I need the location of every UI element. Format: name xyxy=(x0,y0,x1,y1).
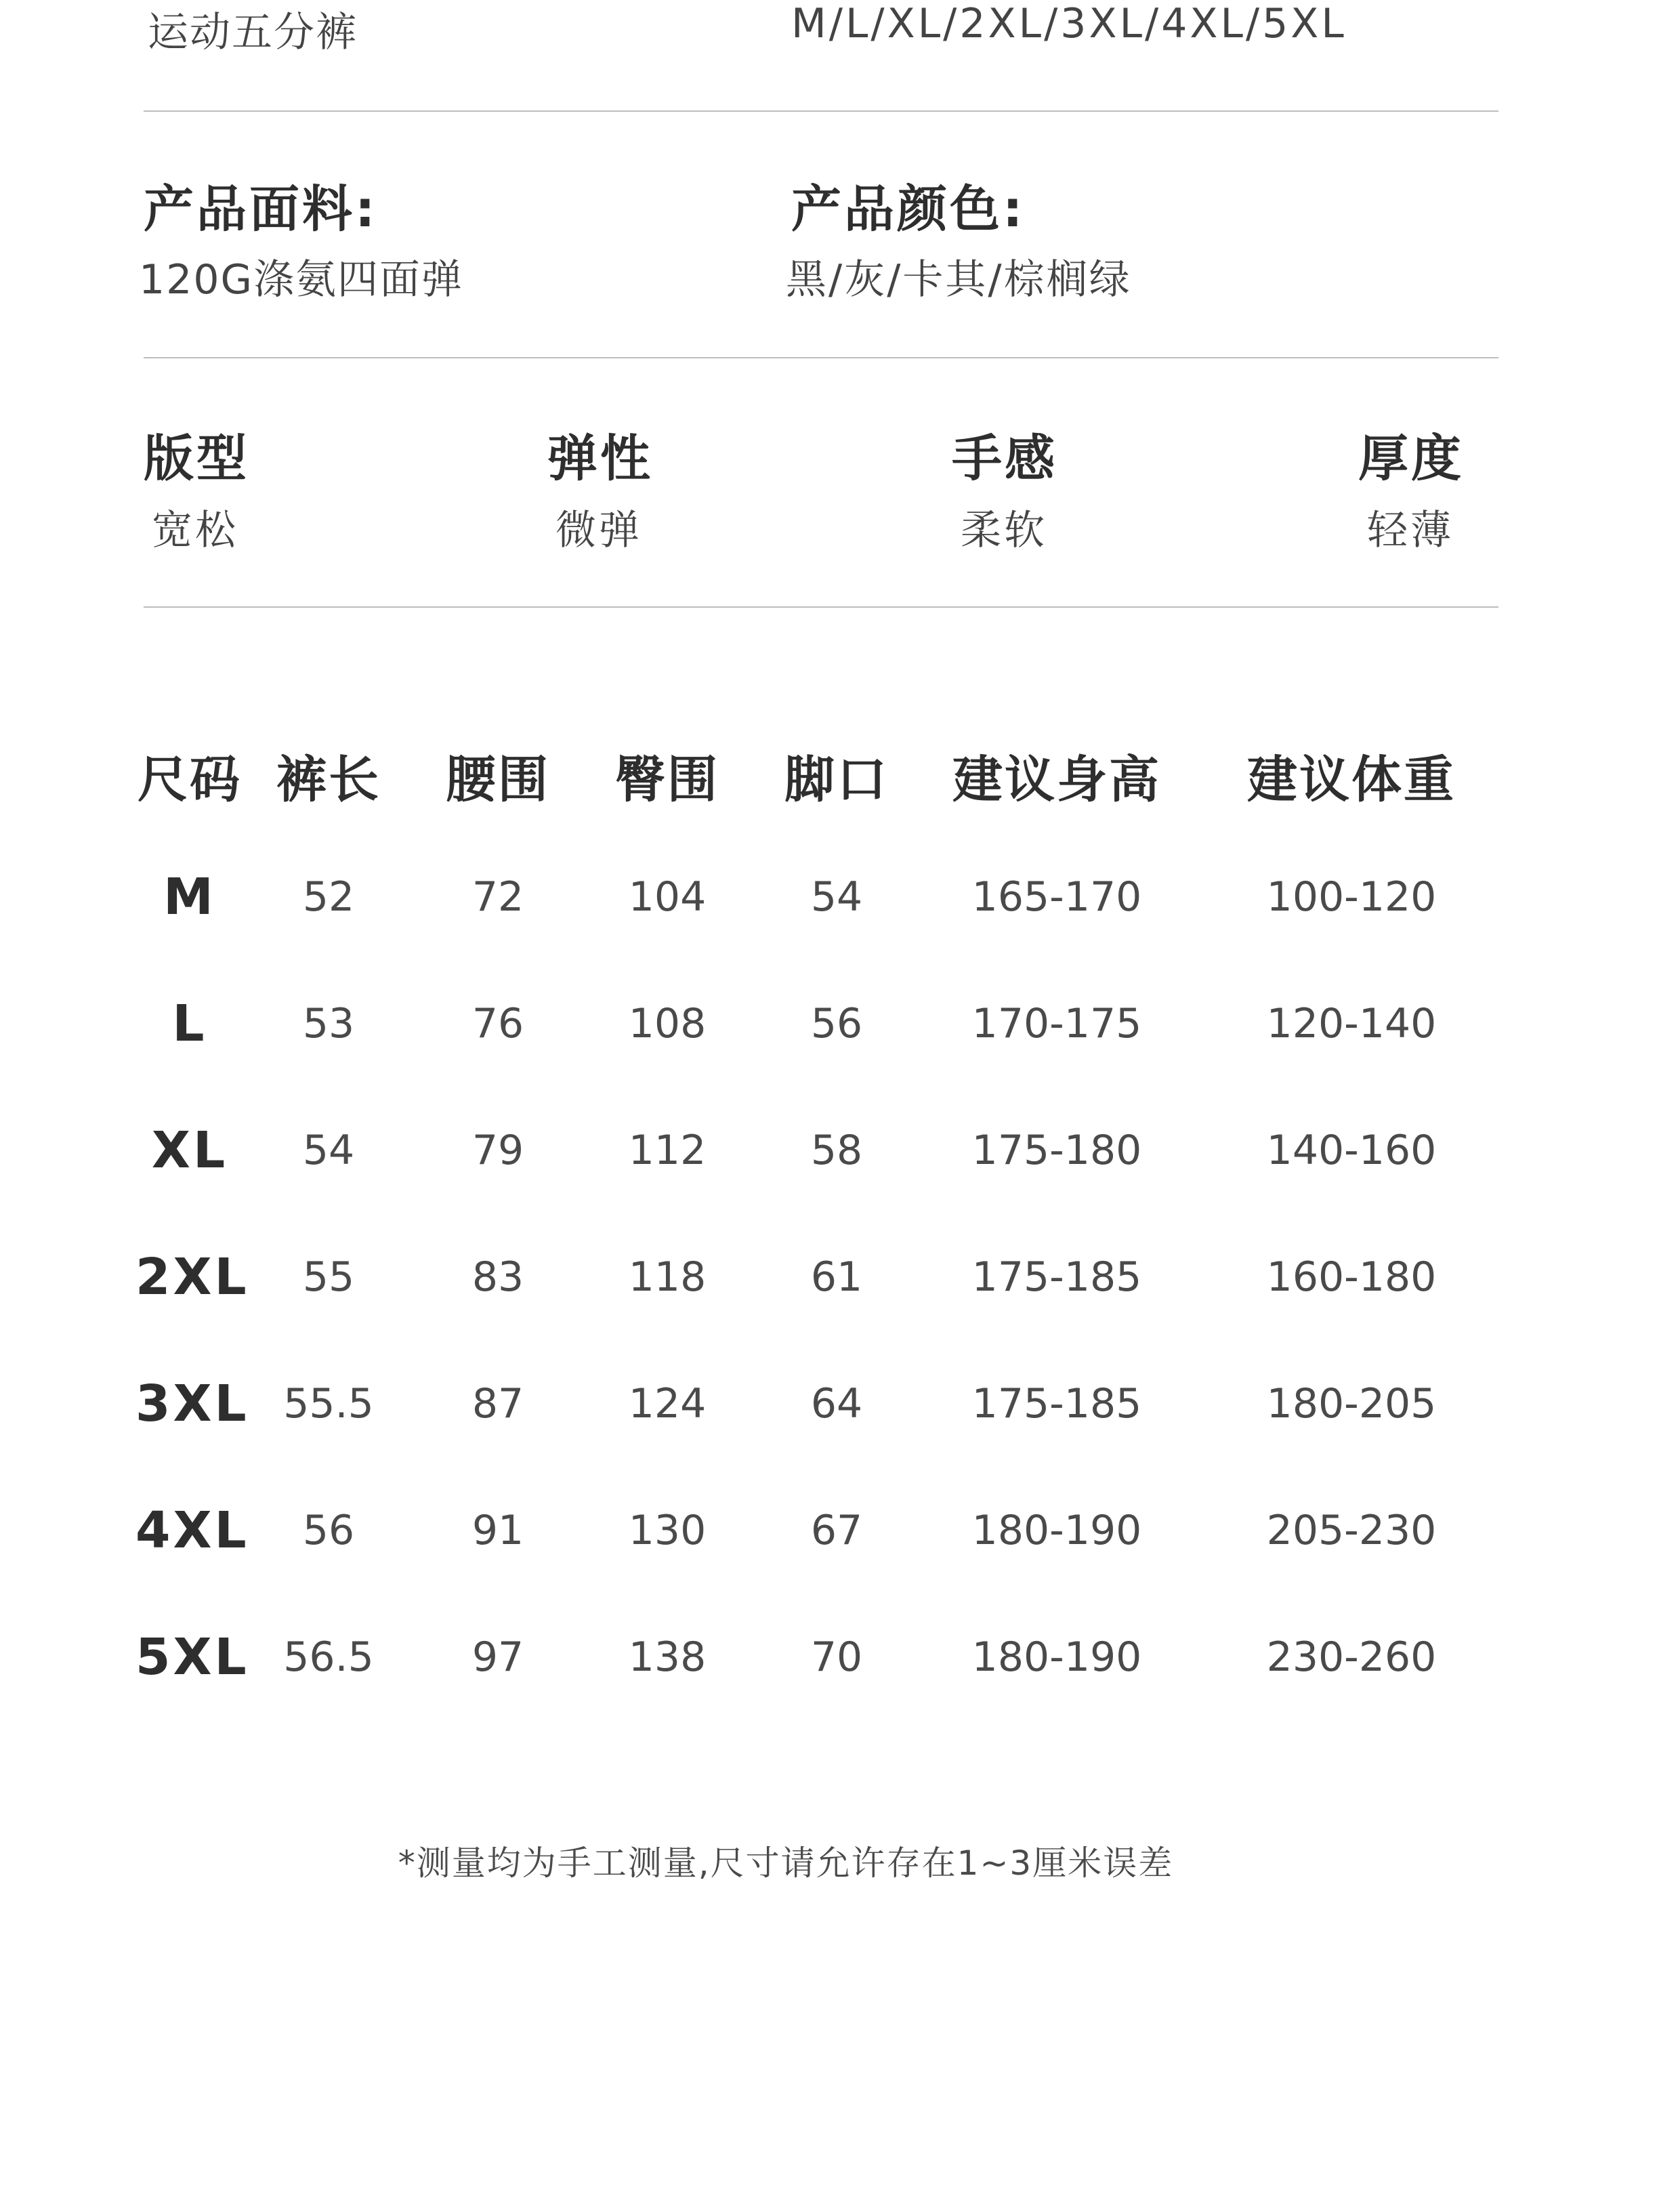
weight-cell: 120-140 xyxy=(1266,999,1437,1047)
divider-3 xyxy=(144,606,1498,608)
length-cell: 56 xyxy=(302,1506,355,1554)
header-length: 裤长 xyxy=(276,751,381,809)
attribute-label-thickness: 厚度 xyxy=(1358,430,1464,488)
hip-cell: 108 xyxy=(628,999,707,1047)
table-row xyxy=(135,1213,1511,1340)
attribute-value-feel: 柔软 xyxy=(961,507,1047,554)
leg-opening-cell: 54 xyxy=(810,873,863,921)
table-row xyxy=(135,960,1511,1087)
hip-cell: 104 xyxy=(628,873,707,921)
hip-cell: 112 xyxy=(628,1126,707,1174)
waist-cell: 72 xyxy=(471,873,524,921)
weight-cell: 140-160 xyxy=(1266,1126,1437,1174)
length-cell: 55 xyxy=(302,1253,355,1301)
length-cell: 55.5 xyxy=(283,1379,374,1428)
leg-opening-cell: 58 xyxy=(810,1126,863,1174)
leg-opening-cell: 61 xyxy=(810,1253,863,1301)
weight-cell: 180-205 xyxy=(1266,1379,1437,1428)
weight-cell: 100-120 xyxy=(1266,873,1437,921)
weight-cell: 160-180 xyxy=(1266,1253,1437,1301)
size-table xyxy=(135,718,1511,1720)
height-cell: 180-190 xyxy=(971,1633,1142,1681)
attribute-value-thickness: 轻薄 xyxy=(1367,507,1454,554)
size-cell: 5XL xyxy=(135,1627,249,1686)
table-row xyxy=(135,1467,1511,1594)
hip-cell: 118 xyxy=(628,1253,707,1301)
height-cell: 165-170 xyxy=(971,873,1142,921)
length-cell: 53 xyxy=(302,999,355,1047)
weight-cell: 205-230 xyxy=(1266,1506,1437,1554)
header-waist: 腰围 xyxy=(446,751,550,809)
hip-cell: 130 xyxy=(628,1506,707,1554)
height-cell: 170-175 xyxy=(971,999,1142,1047)
color-value: 黑/灰/卡其/棕榈绿 xyxy=(786,256,1132,304)
hip-cell: 138 xyxy=(628,1633,707,1681)
color-label: 产品颜色: xyxy=(791,180,1026,238)
leg-opening-cell: 70 xyxy=(810,1633,863,1681)
measurement-note: *测量均为手工测量,尺寸请允许存在1~3厘米误差 xyxy=(398,1844,1174,1883)
table-row xyxy=(135,1087,1511,1213)
waist-cell: 87 xyxy=(471,1379,524,1428)
attribute-label-elasticity: 弹性 xyxy=(547,430,653,488)
size-cell: 3XL xyxy=(135,1374,249,1433)
divider-1 xyxy=(144,110,1498,112)
product-name: 运动五分裤 xyxy=(148,9,358,56)
attribute-value-elasticity: 微弹 xyxy=(555,507,642,554)
waist-cell: 97 xyxy=(471,1633,524,1681)
attribute-value-fit: 宽松 xyxy=(152,507,238,554)
attribute-label-feel: 手感 xyxy=(952,430,1057,488)
weight-cell: 230-260 xyxy=(1266,1633,1437,1681)
table-row xyxy=(135,1594,1511,1720)
waist-cell: 79 xyxy=(471,1126,524,1174)
leg-opening-cell: 64 xyxy=(810,1379,863,1428)
size-cell: 4XL xyxy=(135,1501,249,1560)
waist-cell: 76 xyxy=(471,999,524,1047)
header-size: 尺码 xyxy=(138,751,242,809)
divider-2 xyxy=(144,357,1498,358)
size-cell: M xyxy=(163,867,216,926)
size-cell: L xyxy=(172,994,207,1053)
header-leg-opening: 脚口 xyxy=(784,751,889,809)
size-table-header-row xyxy=(135,718,1511,833)
waist-cell: 83 xyxy=(471,1253,524,1301)
height-cell: 175-180 xyxy=(971,1126,1142,1174)
length-cell: 56.5 xyxy=(283,1633,374,1681)
hip-cell: 124 xyxy=(628,1379,707,1428)
table-row xyxy=(135,1340,1511,1467)
height-cell: 175-185 xyxy=(971,1379,1142,1428)
height-cell: 180-190 xyxy=(971,1506,1142,1554)
fabric-label: 产品面料: xyxy=(144,180,378,238)
leg-opening-cell: 67 xyxy=(810,1506,863,1554)
size-cell: 2XL xyxy=(135,1247,249,1306)
waist-cell: 91 xyxy=(471,1506,524,1554)
available-sizes: M/L/XL/2XL/3XL/4XL/5XL xyxy=(791,0,1347,47)
header-suggested-height: 建议身高 xyxy=(952,751,1161,809)
table-row xyxy=(135,833,1511,960)
length-cell: 52 xyxy=(302,873,355,921)
height-cell: 175-185 xyxy=(971,1253,1142,1301)
fabric-value: 120G涤氨四面弹 xyxy=(139,256,464,304)
header-suggested-weight: 建议体重 xyxy=(1247,751,1456,809)
leg-opening-cell: 56 xyxy=(810,999,863,1047)
length-cell: 54 xyxy=(302,1126,355,1174)
header-hip: 臀围 xyxy=(615,751,719,809)
size-cell: XL xyxy=(151,1121,228,1180)
attribute-label-fit: 版型 xyxy=(144,430,249,488)
